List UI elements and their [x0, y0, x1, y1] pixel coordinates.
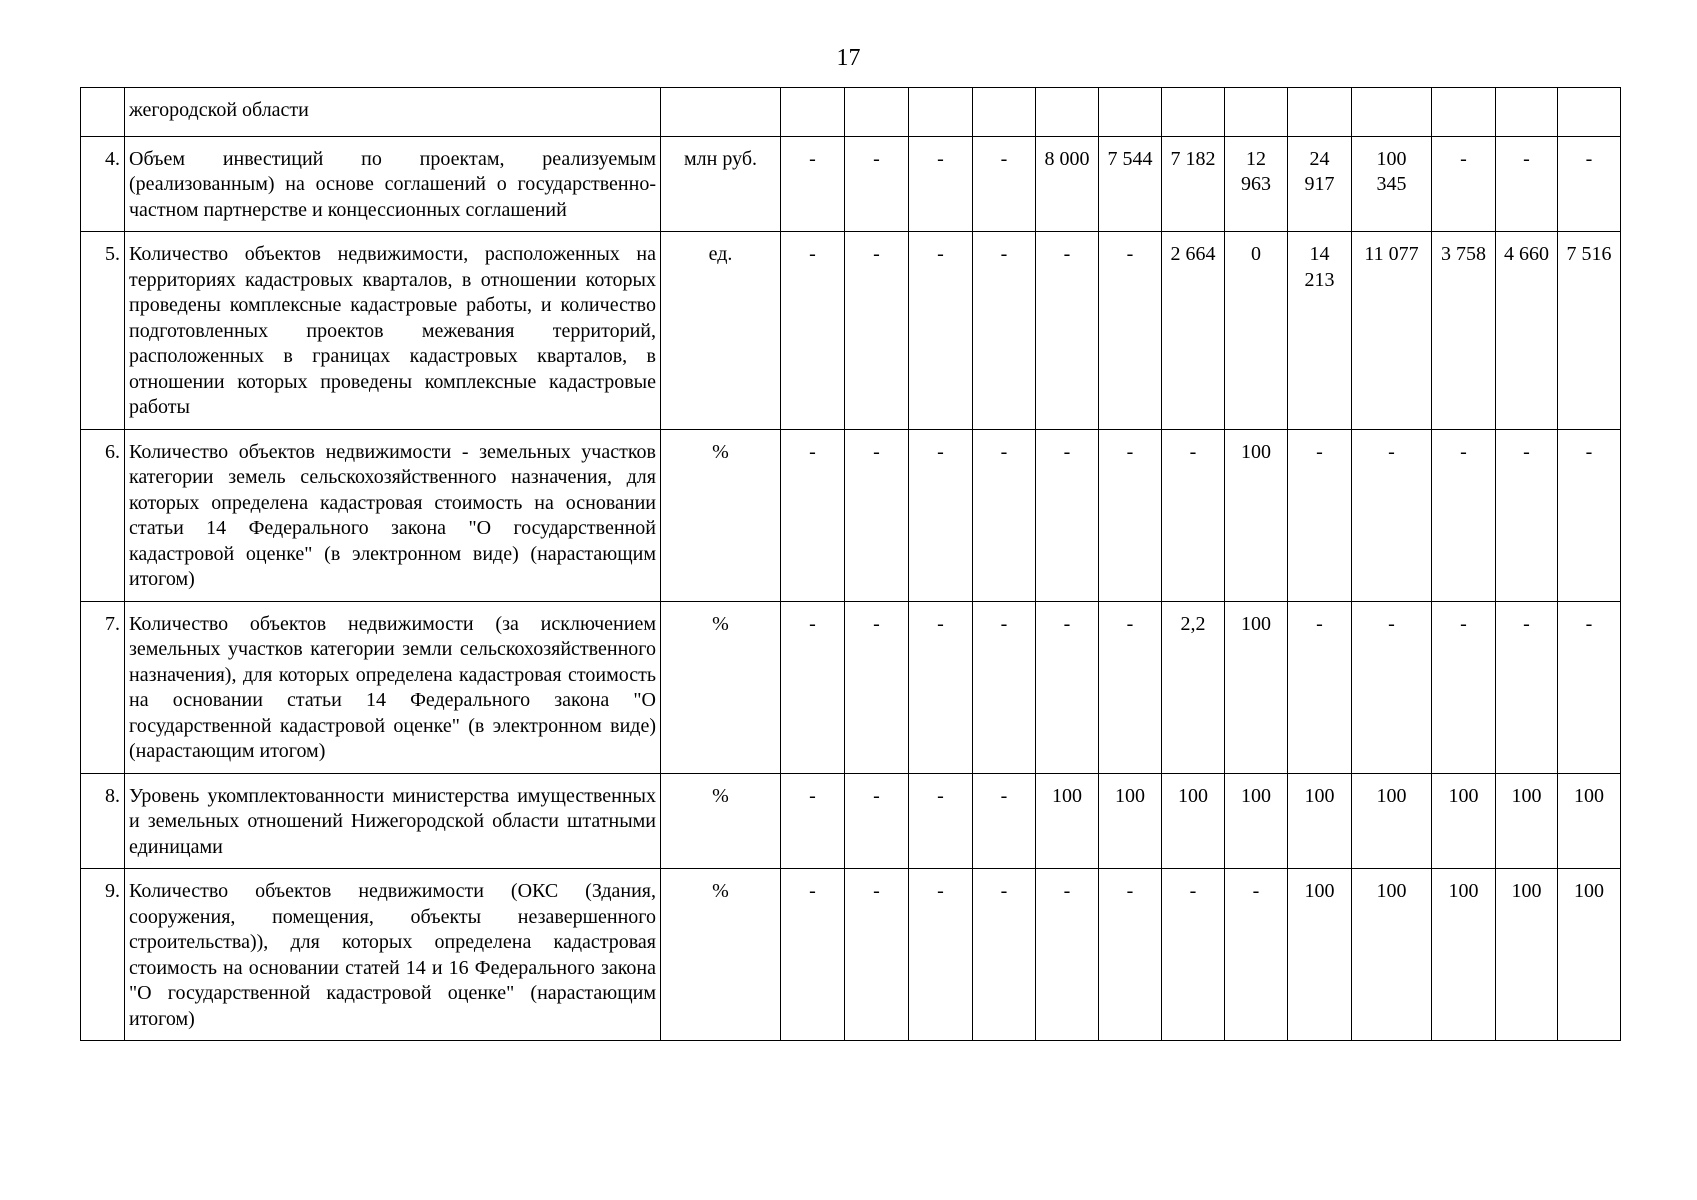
value-cell: - [1288, 429, 1352, 601]
value-cell: - [973, 429, 1036, 601]
value-cell: 24 917 [1288, 136, 1352, 232]
value-cell: - [781, 773, 845, 869]
value-cell: 100 [1225, 429, 1288, 601]
value-cell [1558, 88, 1621, 137]
value-cell: - [781, 232, 845, 430]
row-unit: ед. [661, 232, 781, 430]
value-cell: - [781, 601, 845, 773]
row-description: Количество объектов недвижимости (за исключением земельных участков категории земли сельскохозяйственного назначения), для которых определена кадастровая стоимость на основании статьи 14 Федерального закона "О государственной кадастровой оценке" (в электронном виде) (нарастающим итогом) [125, 601, 661, 773]
value-cell [1352, 88, 1432, 137]
value-cell: - [1432, 601, 1496, 773]
value-cell: - [973, 773, 1036, 869]
value-cell [1099, 88, 1162, 137]
row-unit: % [661, 869, 781, 1041]
row-number [81, 88, 125, 137]
value-cell: - [1496, 429, 1558, 601]
row-number: 6. [81, 429, 125, 601]
value-cell: 100 [1558, 869, 1621, 1041]
row-number: 9. [81, 869, 125, 1041]
value-cell: - [1036, 869, 1099, 1041]
value-cell: - [1099, 869, 1162, 1041]
value-cell: 12 963 [1225, 136, 1288, 232]
row-number: 7. [81, 601, 125, 773]
row-description: Уровень укомплектованности министерства имущественных и земельных отношений Нижегородской области штатными единицами [125, 773, 661, 869]
value-cell: 11 077 [1352, 232, 1432, 430]
value-cell: - [973, 601, 1036, 773]
value-cell [1288, 88, 1352, 137]
table-row [81, 136, 1621, 232]
value-cell [973, 88, 1036, 137]
value-cell [781, 88, 845, 137]
value-cell: - [1432, 136, 1496, 232]
value-cell: - [1162, 869, 1225, 1041]
table-body [81, 88, 1621, 1041]
value-cell: - [845, 232, 909, 430]
row-number: 8. [81, 773, 125, 869]
value-cell: - [973, 869, 1036, 1041]
value-cell [909, 88, 973, 137]
value-cell: - [1558, 429, 1621, 601]
value-cell: - [781, 869, 845, 1041]
value-cell: 8 000 [1036, 136, 1099, 232]
value-cell: - [781, 136, 845, 232]
value-cell: 3 758 [1432, 232, 1496, 430]
table-row-continuation [81, 88, 1621, 137]
row-unit: % [661, 773, 781, 869]
value-cell: - [845, 773, 909, 869]
value-cell: - [1352, 601, 1432, 773]
value-cell [1162, 88, 1225, 137]
value-cell: 14 213 [1288, 232, 1352, 430]
row-unit: % [661, 429, 781, 601]
value-cell [1496, 88, 1558, 137]
value-cell: - [1225, 869, 1288, 1041]
value-cell: 100 [1352, 869, 1432, 1041]
table-row [81, 429, 1621, 601]
value-cell: - [1099, 232, 1162, 430]
value-cell: 7 516 [1558, 232, 1621, 430]
value-cell: 100 [1352, 773, 1432, 869]
value-cell: 2 664 [1162, 232, 1225, 430]
value-cell: 100 [1162, 773, 1225, 869]
row-unit: млн руб. [661, 136, 781, 232]
value-cell: - [1036, 429, 1099, 601]
value-cell: - [909, 232, 973, 430]
value-cell: - [1162, 429, 1225, 601]
row-unit [661, 88, 781, 137]
value-cell: - [1432, 429, 1496, 601]
value-cell: 2,2 [1162, 601, 1225, 773]
value-cell [1036, 88, 1099, 137]
table-row [81, 869, 1621, 1041]
value-cell: - [909, 601, 973, 773]
value-cell: - [909, 136, 973, 232]
value-cell: 7 182 [1162, 136, 1225, 232]
value-cell: - [1036, 601, 1099, 773]
page-number: 17 [836, 45, 861, 71]
row-unit: % [661, 601, 781, 773]
value-cell: 100 [1432, 869, 1496, 1041]
value-cell: 100 [1558, 773, 1621, 869]
value-cell: - [1496, 136, 1558, 232]
value-cell: - [845, 869, 909, 1041]
value-cell: 100 [1036, 773, 1099, 869]
row-description: Объем инвестиций по проектам, реализуемым (реализованным) на основе соглашений о государственно-частном партнерстве и концессионных соглашений [125, 136, 661, 232]
value-cell: 4 660 [1496, 232, 1558, 430]
value-cell: 100 [1288, 869, 1352, 1041]
value-cell: - [909, 773, 973, 869]
value-cell: - [845, 136, 909, 232]
table-row [81, 232, 1621, 430]
value-cell: - [1352, 429, 1432, 601]
value-cell: - [1558, 601, 1621, 773]
table-row [81, 773, 1621, 869]
value-cell: - [909, 869, 973, 1041]
value-cell: - [845, 601, 909, 773]
row-number: 5. [81, 232, 125, 430]
value-cell: - [1099, 601, 1162, 773]
value-cell: - [1099, 429, 1162, 601]
row-description: Количество объектов недвижимости - земельных участков категории земель сельскохозяйственного назначения, для которых определена кадастровая стоимость на основании статьи 14 Федерального закона "О государственной кадастровой оценке" (в электронном виде) (нарастающим итогом) [125, 429, 661, 601]
indicators-table [80, 87, 1621, 1041]
value-cell: - [1558, 136, 1621, 232]
row-description: жегородской области [125, 88, 661, 137]
value-cell [1432, 88, 1496, 137]
value-cell: - [909, 429, 973, 601]
value-cell [1225, 88, 1288, 137]
value-cell: 100 [1099, 773, 1162, 869]
value-cell: - [845, 429, 909, 601]
value-cell: - [1036, 232, 1099, 430]
value-cell [845, 88, 909, 137]
value-cell: - [1496, 601, 1558, 773]
value-cell: 100 [1432, 773, 1496, 869]
value-cell: - [973, 136, 1036, 232]
row-number: 4. [81, 136, 125, 232]
value-cell: - [1288, 601, 1352, 773]
value-cell: 100 [1225, 773, 1288, 869]
value-cell: - [973, 232, 1036, 430]
value-cell: - [781, 429, 845, 601]
table-row [81, 601, 1621, 773]
value-cell: 100 [1288, 773, 1352, 869]
value-cell: 100 [1496, 869, 1558, 1041]
row-description: Количество объектов недвижимости, расположенных на территориях кадастровых кварталов, в отношении которых проведены комплексные кадастровые работы, и количество подготовленных проектов межевания территорий, расположенных в границах кадастровых кварталов, в отношении которых проведены комплексные кадастровые работы [125, 232, 661, 430]
value-cell: 100 345 [1352, 136, 1432, 232]
row-description: Количество объектов недвижимости (ОКС (Здания, сооружения, помещения, объекты незавершенного строительства)), для которых определена кадастровая стоимость на основании статей 14 и 16 Федерального закона "О государственной кадастровой оценке" (нарастающим итогом) [125, 869, 661, 1041]
value-cell: 100 [1496, 773, 1558, 869]
value-cell: 100 [1225, 601, 1288, 773]
value-cell: 0 [1225, 232, 1288, 430]
value-cell: 7 544 [1099, 136, 1162, 232]
